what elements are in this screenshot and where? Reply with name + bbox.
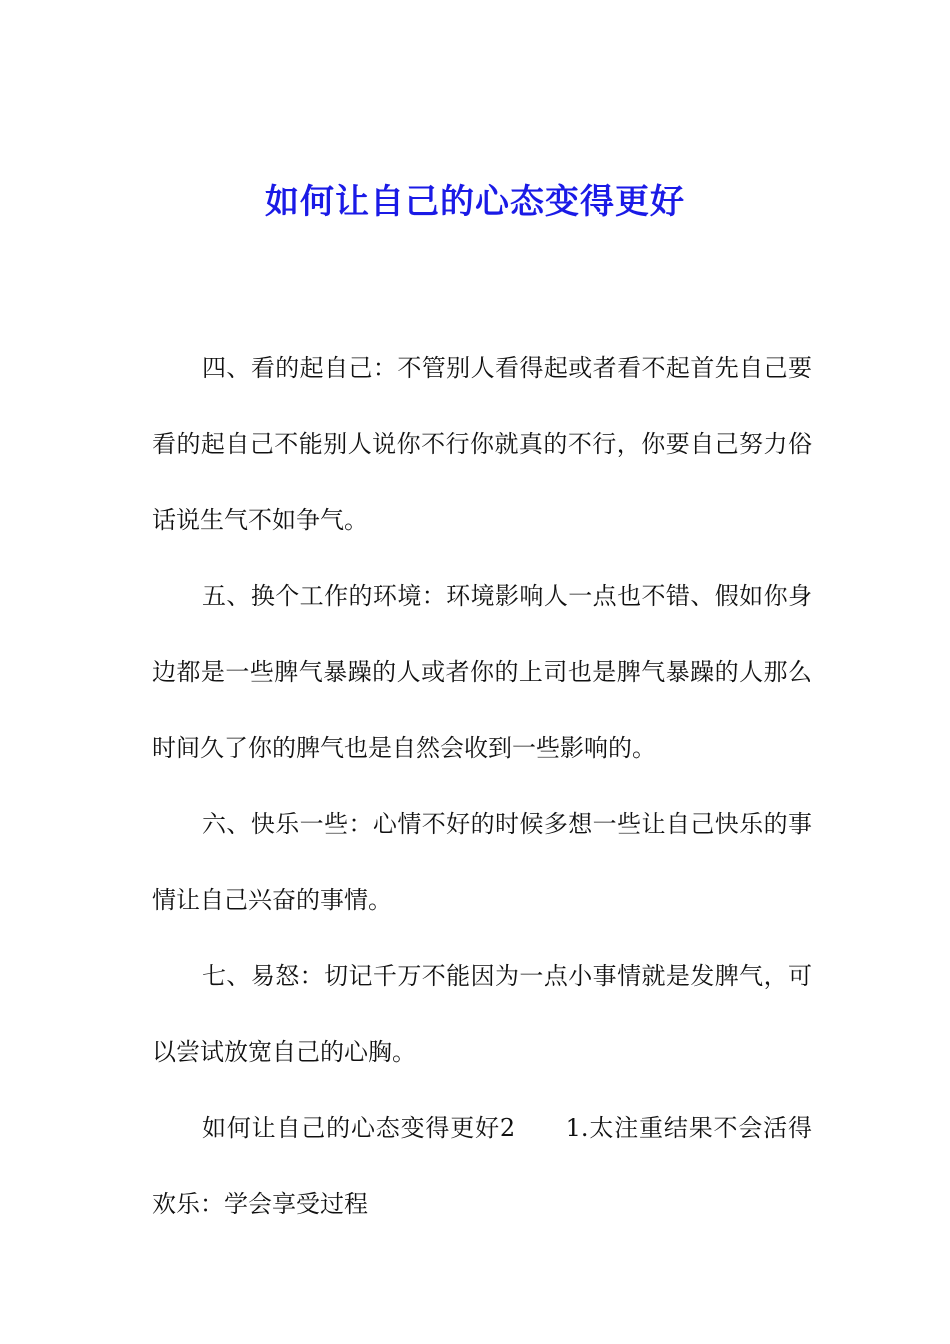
paragraph-6: 六、快乐一些：心情不好的时候多想一些让自己快乐的事情让自己兴奋的事情。 [152, 810, 812, 914]
paragraph-4: 四、看的起自己：不管别人看得起或者看不起首先自己要看的起自己不能别人说你不行你就真的不行，你要自己努力俗话说生气不如争气。 [152, 354, 812, 534]
document-title: 如何让自己的心态变得更好 [265, 182, 685, 222]
paragraph-5: 五、换个工作的环境：环境影响人一点也不错、假如你身边都是一些脾气暴躁的人或者你的上司也是脾气暴躁的人那么时间久了你的脾气也是自然会收到一些影响的。 [152, 582, 812, 762]
document-body [152, 330, 812, 1242]
paragraph-7: 七、易怒：切记千万不能因为一点小事情就是发脾气，可以尝试放宽自己的心胸。 [152, 962, 812, 1066]
paragraph-section-2: 如何让自己的心态变得更好2 1.太注重结果不会活得欢乐：学会享受过程 [152, 1114, 812, 1218]
